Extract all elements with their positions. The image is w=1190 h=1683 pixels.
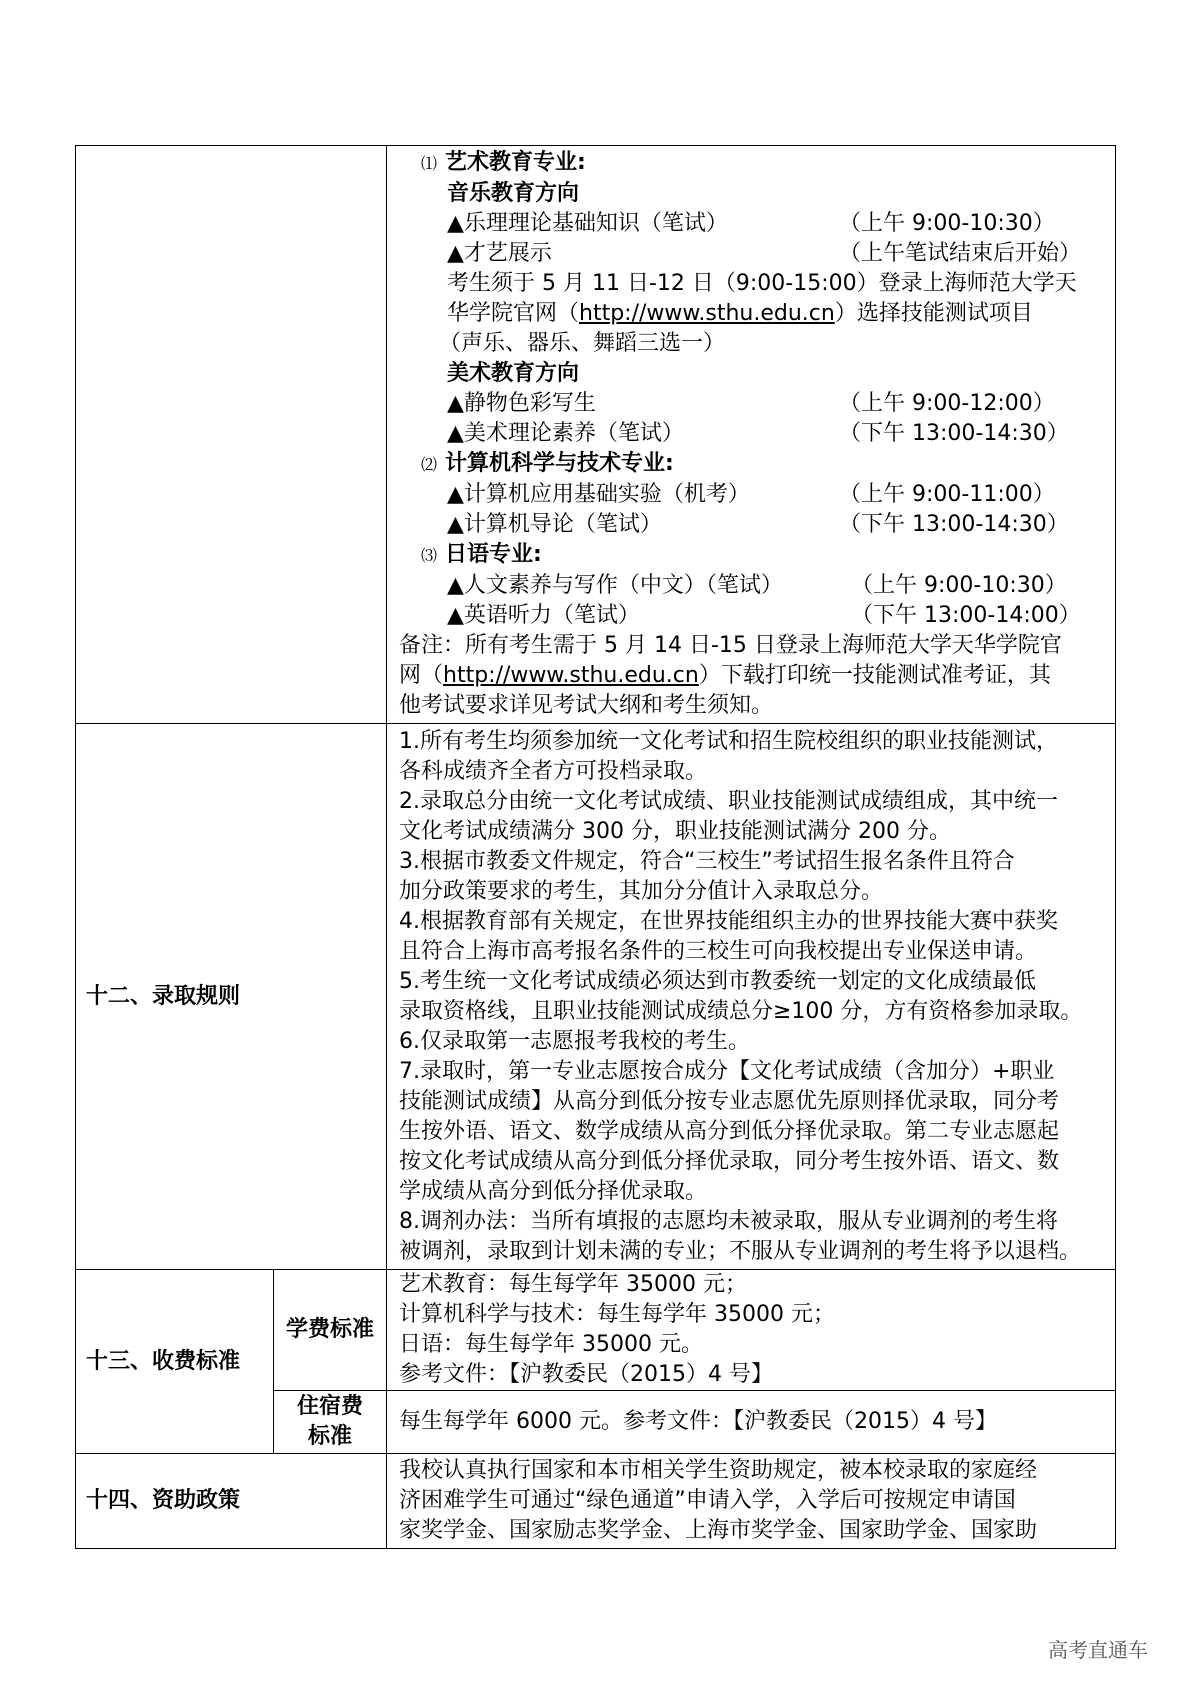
rule-line: 技能测试成绩】从高分到低分按专业志愿优先原则择优录取，同分考 <box>399 1088 1060 1114</box>
music-note-line: 考生须于 5 月 11 日-12 日（9:00-15:00）登录上海师范大学天 <box>447 271 1077 296</box>
tuition-line: 艺术教育：每生每学年 35000 元； <box>399 1272 747 1297</box>
subject-line: ▲英语听力（笔试） （下午 13:00-14:00） <box>447 603 1081 628</box>
subject-line: ▲人文素养与写作（中文）（笔试） （上午 9:00-10:30） <box>447 573 1067 598</box>
exam-schedule-cell <box>387 146 1116 724</box>
admission-table <box>75 145 1116 1549</box>
item-number: ⑴ <box>421 154 438 173</box>
financial-aid-content <box>387 1454 1116 1549</box>
music-note-line-3: （声乐、器乐、舞蹈三选一） <box>439 331 726 356</box>
subject-line: ▲计算机应用基础实验（机考） （上午 9:00-11:00） <box>447 482 1055 507</box>
rule-line: 3.根据市教委文件规定，符合“三校生”考试招生报名条件且符合 <box>399 848 1015 874</box>
tuition-line: 日语：每生每学年 35000 元。 <box>399 1332 703 1357</box>
direction-title: 美术教育方向 <box>447 361 580 386</box>
rule-line: 生按外语、语文、数学成绩从高分到低分择优录取。第二专业志愿起 <box>399 1118 1060 1144</box>
aid-line: 济困难学生可通过“绿色通道”申请入学，入学后可按规定申请国 <box>399 1488 1016 1513</box>
dorm-fee-label: 住宿费 标准 <box>274 1391 387 1454</box>
watermark-text: 高考直通车 <box>1048 1638 1148 1662</box>
major-title: 日语专业: <box>445 542 542 567</box>
rule-line: 6.仅录取第一志愿报考我校的考生。 <box>399 1028 750 1054</box>
tuition-content <box>387 1270 1116 1391</box>
financial-aid-row <box>76 1454 1116 1549</box>
remark-line-2: 网（http://www.sthu.edu.cn）下载打印统一技能测试准考证，其 <box>399 663 1051 688</box>
direction-title: 音乐教育方向 <box>447 181 580 206</box>
subject-line: ▲乐理理论基础知识（笔试） （上午 9:00-10:30） <box>447 211 1055 236</box>
item-number: ⑵ <box>421 455 438 474</box>
rule-line: 录取资格线，且职业技能测试成绩总分≥100 分，方有资格参加录取。 <box>399 998 1083 1024</box>
admission-rules-content <box>387 724 1116 1270</box>
subject-line: ▲美术理论素养（笔试） （下午 13:00-14:30） <box>447 421 1069 446</box>
rule-line: 5.考生统一文化考试成绩必须达到市教委统一划定的文化成绩最低 <box>399 968 1036 994</box>
rule-line: 1.所有考生均须参加统一文化考试和招生院校组织的职业技能测试， <box>399 728 1058 754</box>
rule-line: 被调剂，录取到计划未满的专业；不服从专业调剂的考生将予以退档。 <box>399 1238 1082 1264</box>
admission-rules-label: 十二、录取规则 <box>76 724 387 1270</box>
rule-line: 4.根据教育部有关规定，在世界技能组织主办的世界技能大赛中获奖 <box>399 908 1058 934</box>
major-title: 艺术教育专业: <box>445 150 586 175</box>
tuition-row <box>76 1270 1116 1391</box>
admission-rules-row <box>76 724 1116 1270</box>
rule-line: 2.录取总分由统一文化考试成绩、职业技能测试成绩组成，其中统一 <box>399 788 1058 814</box>
rule-line: 且符合上海市高考报名条件的三校生可向我校提出专业保送申请。 <box>399 938 1038 964</box>
rule-line: 学成绩从高分到低分择优录取。 <box>399 1178 708 1204</box>
fees-label: 十三、收费标准 <box>76 1270 274 1454</box>
subject-line: ▲计算机导论（笔试） （下午 13:00-14:30） <box>447 512 1069 537</box>
subject-line: ▲静物色彩写生 （上午 9:00-12:00） <box>447 391 1055 416</box>
rule-line: 按文化考试成绩从高分到低分择优录取，同分考生按外语、语文、数 <box>399 1148 1060 1174</box>
aid-line: 我校认真执行国家和本市相关学生资助规定，被本校录取的家庭经 <box>399 1458 1038 1483</box>
rule-line: 7.录取时，第一专业志愿按合成分【文化考试成绩（含加分）+职业 <box>399 1058 1055 1084</box>
tuition-label: 学费标准 <box>274 1270 387 1391</box>
rule-line: 加分政策要求的考生，其加分分值计入录取总分。 <box>399 878 884 904</box>
exam-section-label-cell <box>76 146 387 724</box>
subject-line: ▲才艺展示 （上午笔试结束后开始） <box>447 241 1082 266</box>
remark-line: 备注：所有考生需于 5 月 14 日-15 日登录上海师范大学天华学院官 <box>399 633 1062 658</box>
remark-line-3: 他考试要求详见考试大纲和考生须知。 <box>399 693 774 718</box>
aid-line: 家奖学金、国家励志奖学金、上海市奖学金、国家助学金、国家助 <box>399 1518 1038 1543</box>
rule-line: 各科成绩齐全者方可投档录取。 <box>399 758 708 784</box>
tuition-line: 计算机科学与技术：每生每学年 35000 元； <box>399 1302 835 1327</box>
financial-aid-label: 十四、资助政策 <box>76 1454 387 1549</box>
exam-schedule-row <box>76 146 1116 724</box>
major-title: 计算机科学与技术专业: <box>445 451 674 476</box>
item-number: ⑶ <box>421 546 438 565</box>
tuition-line: 参考文件：【沪教委民（2015）4 号】 <box>399 1362 773 1387</box>
website-link[interactable]: http://www.sthu.edu.cn <box>579 301 835 326</box>
rule-line: 文化考试成绩满分 300 分，职业技能测试满分 200 分。 <box>399 818 951 844</box>
dorm-fee-content: 每生每学年 6000 元。参考文件：【沪教委民（2015）4 号】 <box>387 1391 1116 1454</box>
rule-line: 8.调剂办法：当所有填报的志愿均未被录取，服从专业调剂的考生将 <box>399 1208 1058 1234</box>
music-note-line-2: 华学院官网（http://www.sthu.edu.cn）选择技能测试项目 <box>447 301 1033 326</box>
website-link[interactable]: http://www.sthu.edu.cn <box>443 663 699 688</box>
